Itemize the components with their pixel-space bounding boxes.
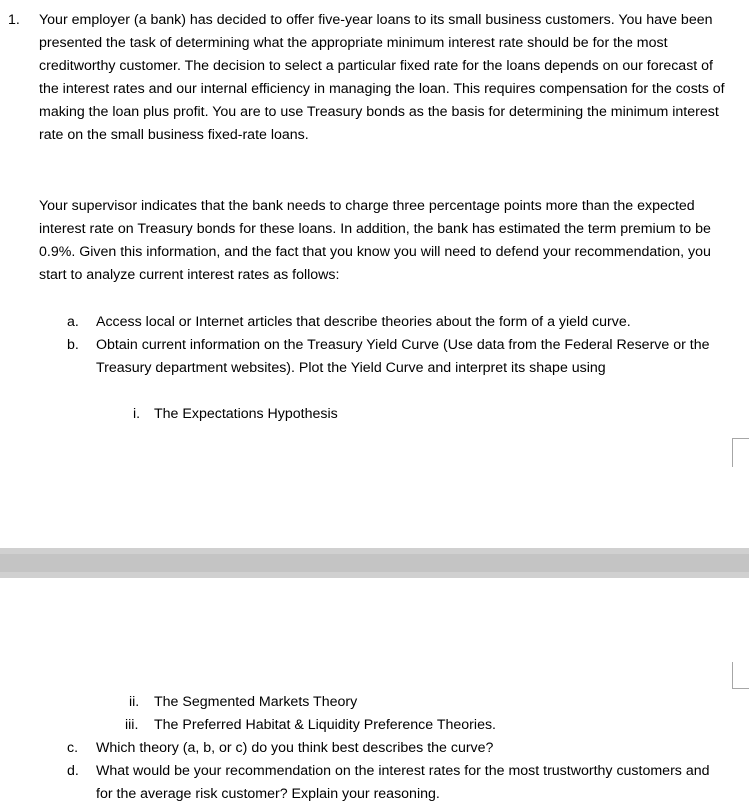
paragraph-supervisor: Your supervisor indicates that the bank needs to charge three percentage points more than the expected interest rate on Treasury bonds for these loans. In addition, the bank has estimated the term premium to be 0.9%. Given this information, and the fact that you know you will need to defend your recommendation, you start to analyze current interest rates as follows: [39,198,711,283]
item-a-marker: a. [67,314,79,330]
item-b-i-marker: i. [133,406,141,422]
item-b-ii-text: The Segmented Markets Theory [154,694,358,710]
item-b-iii-text: The Preferred Habitat & Liquidity Preference Theories. [154,717,496,733]
item-c-marker: c. [67,740,79,756]
item-d-text: What would be your recommendation on the interest rates for the most trustworthy customers and for the average risk customer? Explain your reasoning. [96,763,710,802]
item-b-marker: b. [67,337,79,353]
item-c-text: Which theory (a, b, or c) do you think best describes the curve? [96,740,494,756]
item-a-text: Access local or Internet articles that describe theories about the form of a yield curve. [96,314,631,330]
question-number: 1. [8,12,20,28]
page-break [0,548,749,578]
item-d-marker: d. [67,763,79,779]
item-b-iii-marker: iii. [125,717,139,733]
item-b-i-text: The Expectations Hypothesis [154,406,338,422]
page-corner-mark [732,662,749,689]
item-b-text: Obtain current information on the Treasury Yield Curve (Use data from the Federal Reserve or the Treasury department websites). Plot the Yield Curve and interpret its shape using [96,337,710,376]
page-corner-mark [732,438,749,467]
item-b-ii-marker: ii. [129,694,140,710]
paragraph-intro: Your employer (a bank) has decided to offer five-year loans to its small business customers. You have been presented the task of determining what the appropriate minimum interest rate should be for the most creditworthy customer. The decision to select a particular fixed rate for the loans depends on our forecast of the interest rates and our internal efficiency in managing the loan. This requires compensation for the costs of making the loan plus profit. You are to use Treasury bonds as the basis for determining the minimum interest rate on the small business fixed-rate loans. [39,12,725,143]
